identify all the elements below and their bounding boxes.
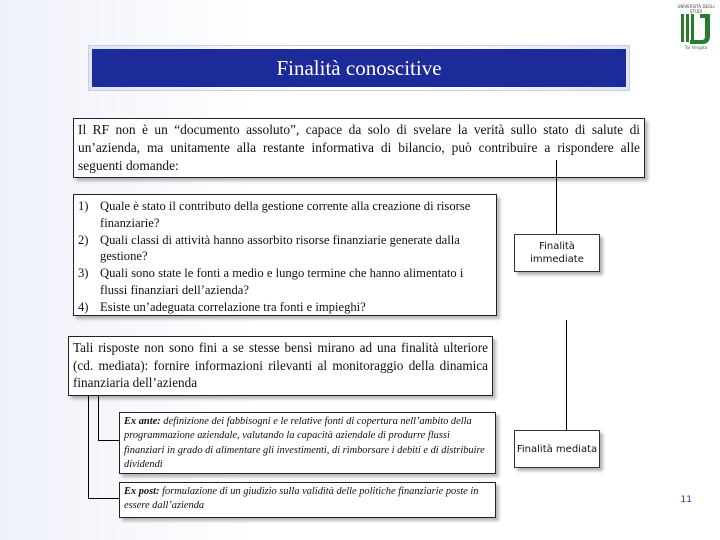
questions-box xyxy=(73,194,497,316)
question-item: 3) Quali sono state le fonti a medio e lungo termine che hanno alimentato i flussi finanziari dell’azienda? xyxy=(78,266,464,297)
connector-vertical-1 xyxy=(556,160,557,234)
ex-ante-text: definizione dei fabbisogni e le relative fonti di copertura nell’ambito della programmazione aziendale, valutando la capacità aziendale di produrre flussi finanziari in grado di alimentare gli investimenti, di rimborsare i debiti e di distribuire dividendi xyxy=(124,416,485,470)
ex-ante-label: Ex ante: xyxy=(124,416,161,427)
label-immediate-goals: Finalità immediate xyxy=(514,234,600,272)
question-item: 2) Quali classi di attività hanno assorbito risorse finanziarie generate dalla gestione? xyxy=(78,232,460,264)
connector-vertical-2 xyxy=(566,320,567,430)
questions-list xyxy=(78,198,492,316)
mediated-goal-paragraph: Tali risposte non sono fini a se stesse bensì mirano ad una finalità ulteriore (cd. mediata): fornire informazioni rilevanti al monitoraggio della dinamica finanziaria dell’azienda xyxy=(68,336,493,396)
page-number: 11 xyxy=(680,495,692,505)
slide-title: Finalità conoscitive xyxy=(92,49,626,87)
question-item: 1) Quale è stato il contributo della gestione corrente alla creazione di risorse finanziarie? xyxy=(78,199,471,230)
ex-post-text: formulazione di un giudizio sulla validità delle politiche finanziarie poste in essere dall’azienda xyxy=(124,486,479,512)
connector-left-vertical xyxy=(88,396,89,499)
ex-post-label: Ex post: xyxy=(124,486,160,497)
connector-inner-vertical xyxy=(98,396,99,441)
connector-inner-horizontal xyxy=(98,440,119,441)
logo-top-text: UNIVERSITÀ DEGLI STUDI xyxy=(677,4,715,14)
university-logo xyxy=(676,4,716,54)
ex-post-box xyxy=(119,482,496,518)
intro-paragraph: Il RF non è un “documento assoluto”, capace da solo di svelare la verità sullo stato di salute di un’azienda, ma unitamente alla restante informativa di bilancio, può contribuire a rispondere alle seguenti domande: xyxy=(73,118,645,178)
title-banner xyxy=(88,45,630,91)
ex-ante-box xyxy=(119,412,496,474)
question-item: 4) Esiste un’adeguata correlazione tra fonti e impieghi? xyxy=(78,299,366,314)
logo-sub-text: Tor Vergata xyxy=(684,45,708,50)
label-mediated-goal: Finalità mediata xyxy=(514,430,600,468)
connector-left-horizontal xyxy=(88,498,119,499)
